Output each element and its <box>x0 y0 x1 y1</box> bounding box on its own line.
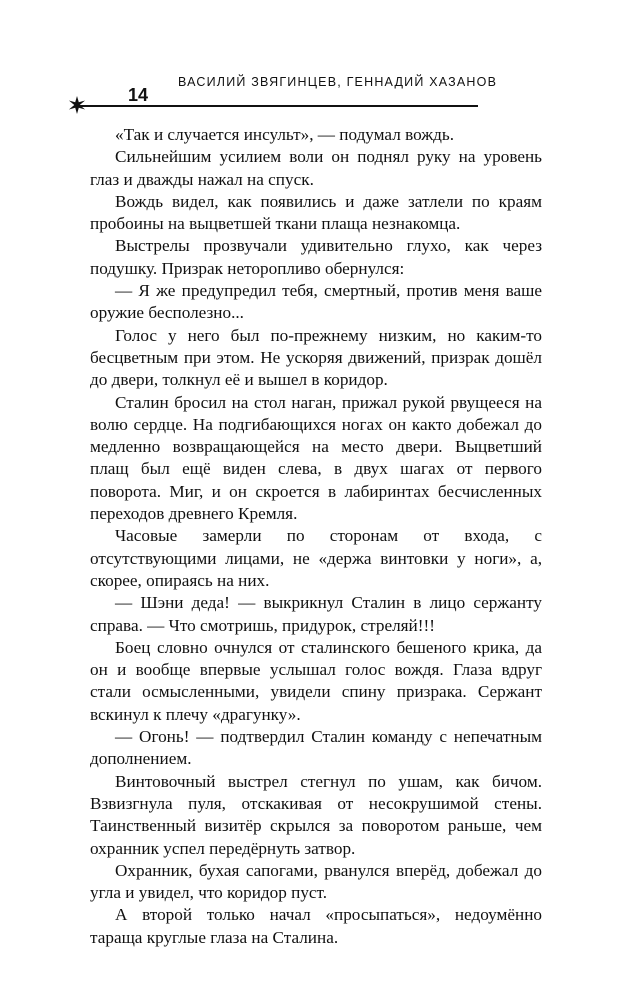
paragraph: Боец словно очнулся от сталинского бешеного крика, да он и вообще впервые услышал голос вождя. Глаза вдруг стали осмысленными, увидели спину призрака. Сержант вскинул к плечу «драгунку». <box>90 637 542 724</box>
paragraph: Охранник, бухая сапогами, рванулся вперёд, добежал до угла и увидел, что коридор пуст. <box>90 860 542 903</box>
star-icon <box>68 96 86 114</box>
paragraph: Вождь видел, как появились и даже затлели по краям пробоины на выцветшей ткани плаща незнакомца. <box>90 191 542 234</box>
page-number: 14 <box>128 85 149 105</box>
paragraph: Голос у него был по-прежнему низким, но каким-то бесцветным при этом. Не ускоряя движений, призрак дошёл до двери, толкнул её и вышел в коридор. <box>90 325 542 390</box>
paragraph: — Шэни деда! — выкрикнул Сталин в лицо сержанту справа. — Что смотришь, придурок, стреляй!!! <box>90 593 542 635</box>
paragraph: Выстрелы прозвучали удивительно глухо, как через подушку. Призрак неторопливо обернулся: <box>90 236 542 278</box>
paragraph: — Огонь! — подтвердил Сталин команду с непечатным дополнением. <box>90 727 542 769</box>
running-title: ВАСИЛИЙ ЗВЯГИНЦЕВ, ГЕННАДИЙ ХАЗАНОВ <box>178 75 498 89</box>
body-text <box>90 124 542 949</box>
header-rule <box>78 105 478 107</box>
paragraph: «Так и случается инсульт», — подумал вождь. <box>115 125 455 144</box>
paragraph: Часовые замерли по сторонам от входа, с отсутствующими лицами, не «держа винтовки у ноги», а, скорее, опираясь на них. <box>90 526 542 590</box>
paragraph: Сталин бросил на стол наган, прижал рукой рвущееся на волю сердце. На подгибающихся ногах он както добежал до медленно возвращающейся на место двери. Выцветший плащ был ещё виден слева, в двух шагах от первого поворота. Миг, и он скроется в лабиринтах бесчисленных переходов древнего Кремля. <box>90 392 542 524</box>
paragraph: Сильнейшим усилием воли он поднял руку на уровень глаз и дважды нажал на спуск. <box>90 147 542 189</box>
paragraph: — Я же предупредил тебя, смертный, против меня ваше оружие бесполезно... <box>90 281 542 323</box>
paragraph: А второй только начал «просыпаться», недоумённо тараща круглые глаза на Сталина. <box>90 905 542 947</box>
paragraph: Винтовочный выстрел стегнул по ушам, как бичом. Взвизгнула пуля, отскакивая от несокрушимой стены. Таинственный визитёр скрылся за поворотом раньше, чем охранник успел передёрнуть затвор. <box>90 771 542 858</box>
